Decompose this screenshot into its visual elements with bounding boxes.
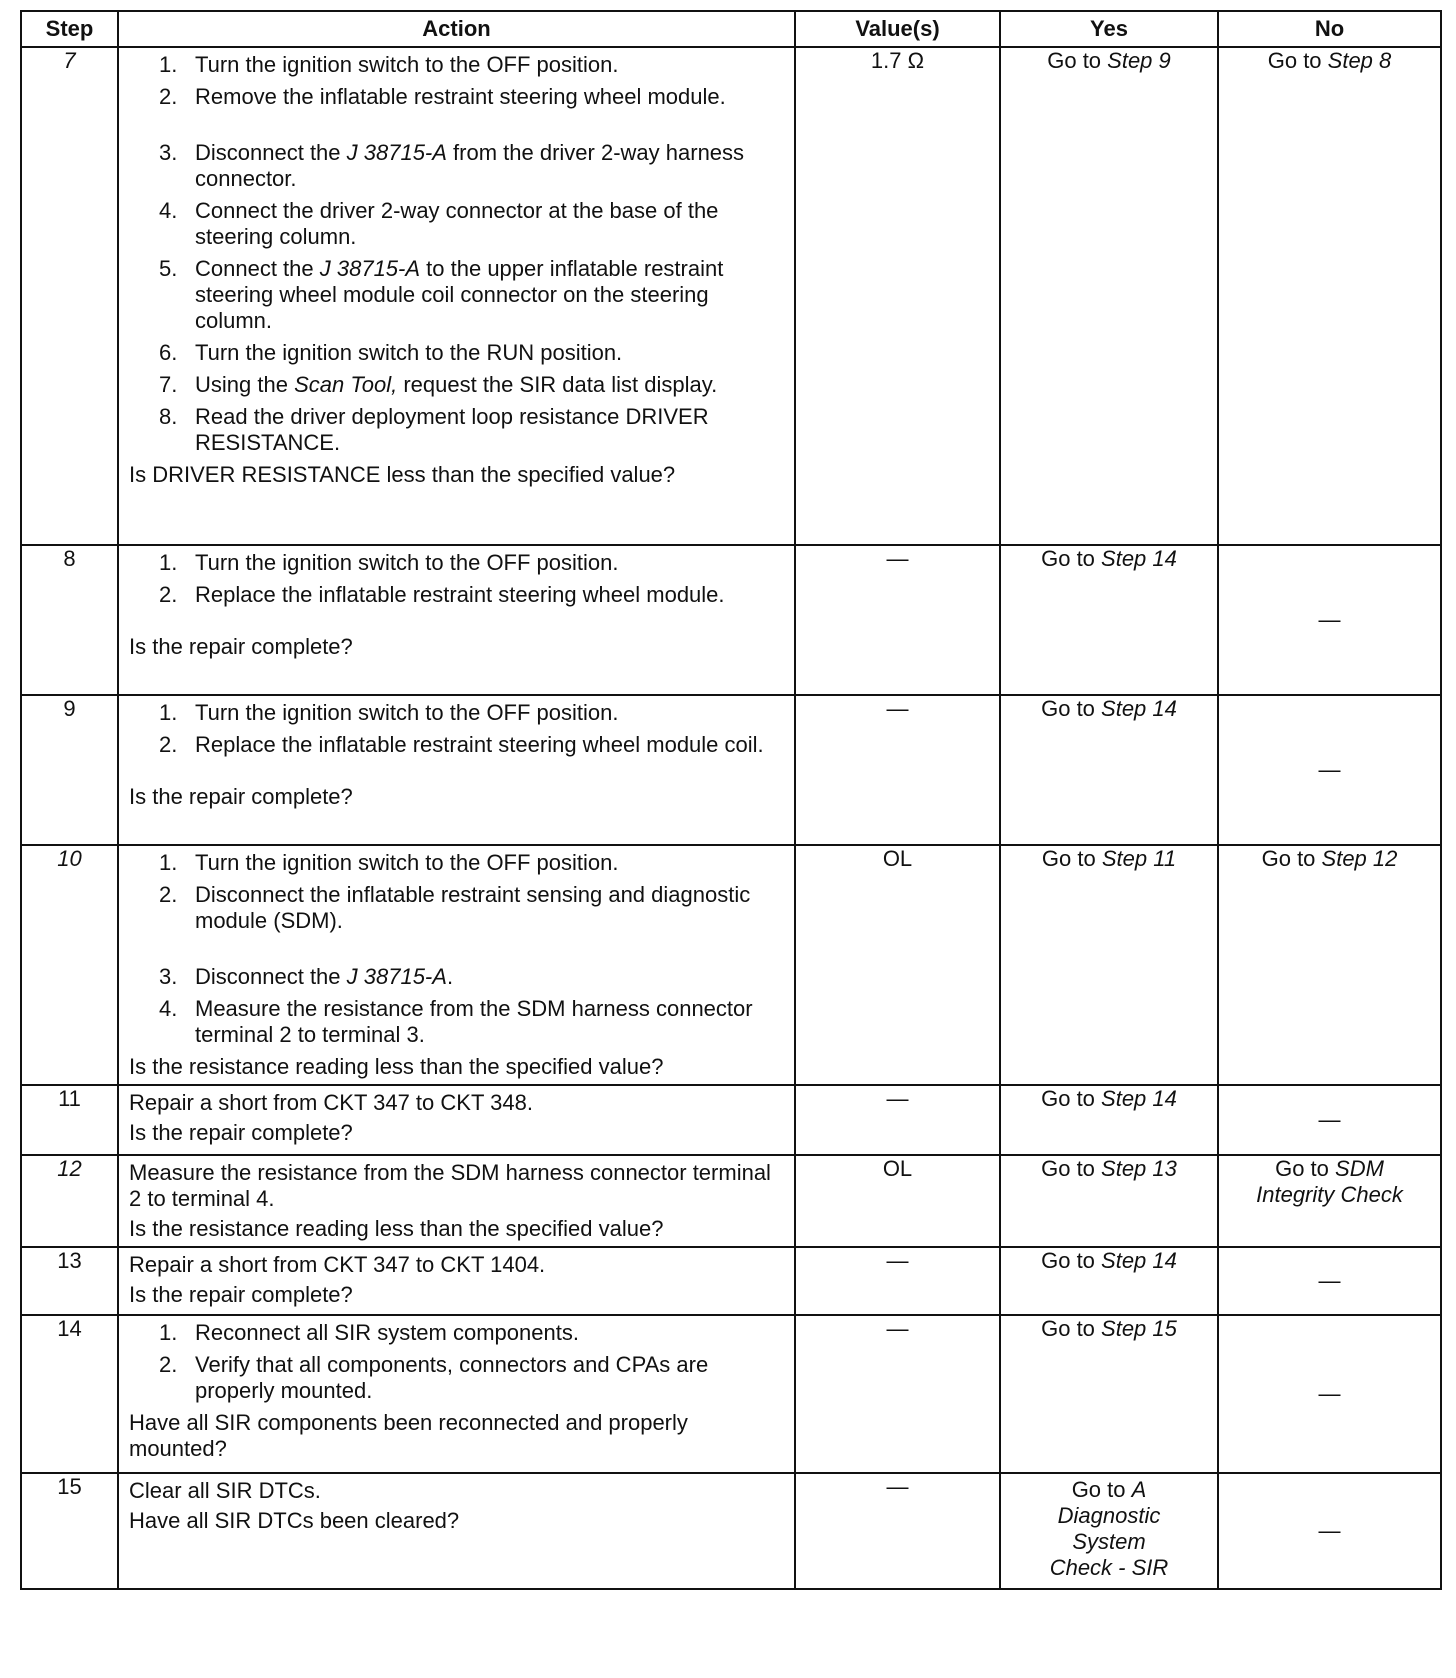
yes-cell: Go to Step 15 — [1000, 1315, 1218, 1473]
step-link: Step 9 — [1107, 48, 1171, 73]
step-link: Step 12 — [1321, 846, 1398, 871]
step-number: 7 — [21, 47, 118, 545]
action-list — [129, 700, 784, 758]
list-item: 1. Turn the ignition switch to the OFF position. — [159, 850, 619, 875]
value-cell: — — [795, 1315, 1000, 1473]
header-step: Step — [21, 11, 118, 47]
question-text: Is the repair complete? — [129, 784, 353, 809]
question-text: Have all SIR DTCs been cleared? — [129, 1508, 460, 1533]
list-item: 8. Read the driver deployment loop resistance DRIVER RESISTANCE. — [159, 404, 709, 455]
step-link: Step 15 — [1101, 1316, 1177, 1341]
value-cell: — — [795, 1247, 1000, 1315]
step-number: 14 — [21, 1315, 118, 1473]
step-link: SDM — [1335, 1156, 1384, 1181]
step-number: 15 — [21, 1473, 118, 1589]
action-cell — [118, 845, 795, 1085]
yes-cell: Go to A Diagnostic System Check - SIR — [1000, 1473, 1218, 1589]
question-text: Is the resistance reading less than the specified value? — [129, 1054, 664, 1079]
tool-name: J 38715-A — [346, 964, 447, 989]
action-cell — [118, 1247, 795, 1315]
list-item: 2. Replace the inflatable restraint steering wheel module. — [159, 582, 725, 607]
list-item: 1. Turn the ignition switch to the OFF position. — [159, 550, 619, 575]
step-link: Diagnostic — [1057, 1503, 1161, 1528]
no-cell: Go to Step 8 — [1218, 47, 1441, 545]
step-link: Step 14 — [1101, 1086, 1177, 1111]
table-header-row — [21, 11, 1441, 47]
list-item: 6. Turn the ignition switch to the RUN position. — [159, 340, 623, 365]
value-cell: — — [795, 695, 1000, 845]
action-list — [129, 850, 784, 1048]
action-list — [129, 1320, 784, 1404]
value-cell: — — [795, 1473, 1000, 1589]
list-item: 2. Disconnect the inflatable restraint sensing and diagnostic module (SDM). — [159, 882, 751, 933]
step-number: 11 — [21, 1085, 118, 1155]
action-cell — [118, 1315, 795, 1473]
tool-name: J 38715-A — [319, 256, 421, 281]
diagnostic-table-page — [20, 10, 1440, 1590]
no-cell: — — [1218, 1473, 1441, 1589]
action-cell — [118, 1085, 795, 1155]
list-item: 4. Connect the driver 2-way connector at the base of the steering column. — [159, 198, 719, 249]
step-number: 8 — [21, 545, 118, 695]
yes-cell: Go to Step 14 — [1000, 545, 1218, 695]
list-item: 2. Verify that all components, connectors and CPAs are properly mounted. — [159, 1352, 709, 1403]
no-cell: — — [1218, 545, 1441, 695]
table-row-step-14 — [21, 1315, 1441, 1473]
no-cell: — — [1218, 1085, 1441, 1155]
no-cell: — — [1218, 1315, 1441, 1473]
diagnostic-table — [20, 10, 1442, 1590]
step-link: Integrity Check — [1256, 1182, 1403, 1207]
action-list — [129, 52, 784, 456]
yes-cell: Go to Step 14 — [1000, 1247, 1218, 1315]
value-cell: — — [795, 1085, 1000, 1155]
table-row-step-9 — [21, 695, 1441, 845]
value-cell: — — [795, 545, 1000, 695]
value-cell: OL — [795, 845, 1000, 1085]
list-item: 2. Replace the inflatable restraint steering wheel module coil. — [159, 732, 764, 757]
no-cell: — — [1218, 1247, 1441, 1315]
question-text: Is the repair complete? — [129, 1120, 353, 1145]
no-cell: Go to SDM Integrity Check — [1218, 1155, 1441, 1247]
list-item: 3. Disconnect the J 38715-A. — [159, 964, 454, 989]
step-number: 10 — [21, 845, 118, 1085]
step-link: Step 14 — [1101, 1248, 1177, 1273]
value-cell: 1.7 Ω — [795, 47, 1000, 545]
list-item: 4. Measure the resistance from the SDM harness connector terminal 2 to terminal 3. — [159, 996, 753, 1047]
header-action: Action — [118, 11, 795, 47]
question-text: Is DRIVER RESISTANCE less than the specified value? — [129, 462, 676, 487]
step-link: Step 8 — [1327, 48, 1392, 73]
action-text: Repair a short from CKT 347 to CKT 1404. — [129, 1252, 546, 1277]
action-text: Repair a short from CKT 347 to CKT 348. — [129, 1090, 533, 1115]
question-text: Is the repair complete? — [129, 634, 353, 659]
action-text: Clear all SIR DTCs. — [129, 1478, 321, 1503]
table-row-step-15 — [21, 1473, 1441, 1589]
header-value: Value(s) — [795, 11, 1000, 47]
yes-cell: Go to Step 9 — [1000, 47, 1218, 545]
action-text: Measure the resistance from the SDM harness connector terminal 2 to terminal 4. — [129, 1160, 771, 1211]
step-link: Step 14 — [1101, 546, 1177, 571]
step-number: 12 — [21, 1155, 118, 1247]
header-yes: Yes — [1000, 11, 1218, 47]
action-cell — [118, 545, 795, 695]
question-text: Is the resistance reading less than the specified value? — [129, 1216, 664, 1241]
no-cell: — — [1218, 695, 1441, 845]
table-row-step-11 — [21, 1085, 1441, 1155]
header-no: No — [1218, 11, 1441, 47]
step-link: A — [1131, 1477, 1147, 1502]
list-item: 2. Remove the inflatable restraint steering wheel module. — [159, 84, 726, 109]
list-item: 1. Turn the ignition switch to the OFF position. — [159, 700, 619, 725]
list-item: 1. Reconnect all SIR system components. — [159, 1320, 579, 1345]
table-row-step-12 — [21, 1155, 1441, 1247]
step-number: 9 — [21, 695, 118, 845]
tool-name: J 38715-A — [346, 140, 447, 165]
tool-name: Scan Tool, — [294, 372, 398, 397]
question-text: Have all SIR components been reconnected and properly mounted? — [129, 1410, 688, 1461]
step-link: Step 14 — [1101, 696, 1177, 721]
yes-cell: Go to Step 13 — [1000, 1155, 1218, 1247]
list-item: 1. Turn the ignition switch to the OFF position. — [159, 52, 619, 77]
table-row-step-8 — [21, 545, 1441, 695]
list-item: 3. Disconnect the J 38715-A from the driver 2-way harness connector. — [159, 140, 745, 191]
step-link: Check - SIR — [1049, 1555, 1169, 1580]
step-link: Step 11 — [1101, 846, 1177, 871]
action-list — [129, 550, 784, 608]
step-number: 13 — [21, 1247, 118, 1315]
table-row-step-10 — [21, 845, 1441, 1085]
action-cell — [118, 695, 795, 845]
yes-cell: Go to Step 11 — [1000, 845, 1218, 1085]
step-link: System — [1072, 1529, 1146, 1554]
yes-cell: Go to Step 14 — [1000, 1085, 1218, 1155]
action-cell — [118, 47, 795, 545]
step-link: Step 13 — [1101, 1156, 1177, 1181]
table-row-step-13 — [21, 1247, 1441, 1315]
value-cell: OL — [795, 1155, 1000, 1247]
question-text: Is the repair complete? — [129, 1282, 353, 1307]
action-cell — [118, 1155, 795, 1247]
table-row-step-7 — [21, 47, 1441, 545]
action-cell — [118, 1473, 795, 1589]
no-cell: Go to Step 12 — [1218, 845, 1441, 1085]
list-item: 5. Connect the J 38715-A to the upper inflatable restraint steering wheel module coil connector on the steering column. — [159, 256, 724, 333]
yes-cell: Go to Step 14 — [1000, 695, 1218, 845]
list-item: 7. Using the Scan Tool, request the SIR data list display. — [159, 372, 718, 397]
